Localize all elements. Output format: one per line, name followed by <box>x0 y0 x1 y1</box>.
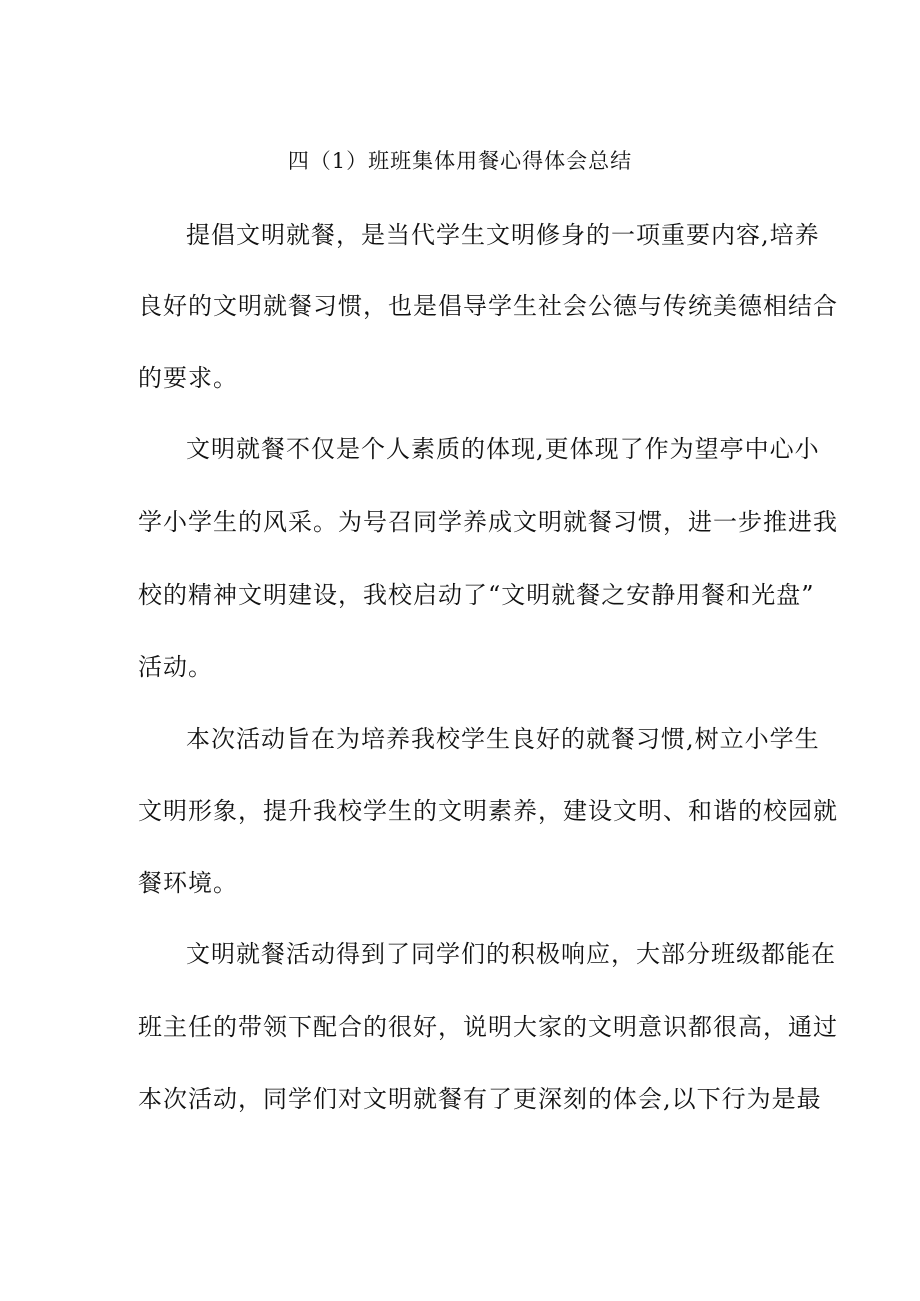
paragraph-3-line-2: 文明形象，提升我校学生的文明素养，建设文明、和谐的校园就 <box>138 797 838 825</box>
document-title: 四（1）班班集体用餐心得体会总结 <box>287 149 633 173</box>
paragraph-2-line-2: 学小学生的风采。为号召同学养成文明就餐习惯，进一步推进我 <box>138 508 838 536</box>
paragraph-4-line-2: 班主任的带领下配合的很好，说明大家的文明意识都很高，通过 <box>138 1013 838 1041</box>
paragraph-1-line-3: 的要求。 <box>138 364 238 392</box>
paragraph-2-line-3: 校的精神文明建设，我校启动了“文明就餐之安静用餐和光盘” <box>138 581 815 609</box>
paragraph-2-line-1: 文明就餐不仅是个人素质的体现,更体现了作为望亭中心小 <box>186 435 820 463</box>
paragraph-4-line-3: 本次活动，同学们对文明就餐有了更深刻的体会,以下行为是最 <box>138 1085 822 1113</box>
paragraph-1-line-1: 提倡文明就餐，是当代学生文明修身的一项重要内容,培养 <box>186 221 820 249</box>
paragraph-3-line-1: 本次活动旨在为培养我校学生良好的就餐习惯,树立小学生 <box>186 725 820 753</box>
paragraph-2-line-4: 活动。 <box>138 653 213 681</box>
paragraph-3-line-3: 餐环境。 <box>138 869 238 897</box>
paragraph-4-line-1: 文明就餐活动得到了同学们的积极响应，大部分班级都能在 <box>186 940 836 968</box>
paragraph-1-line-2: 良好的文明就餐习惯，也是倡导学生社会公德与传统美德相结合 <box>138 292 838 320</box>
